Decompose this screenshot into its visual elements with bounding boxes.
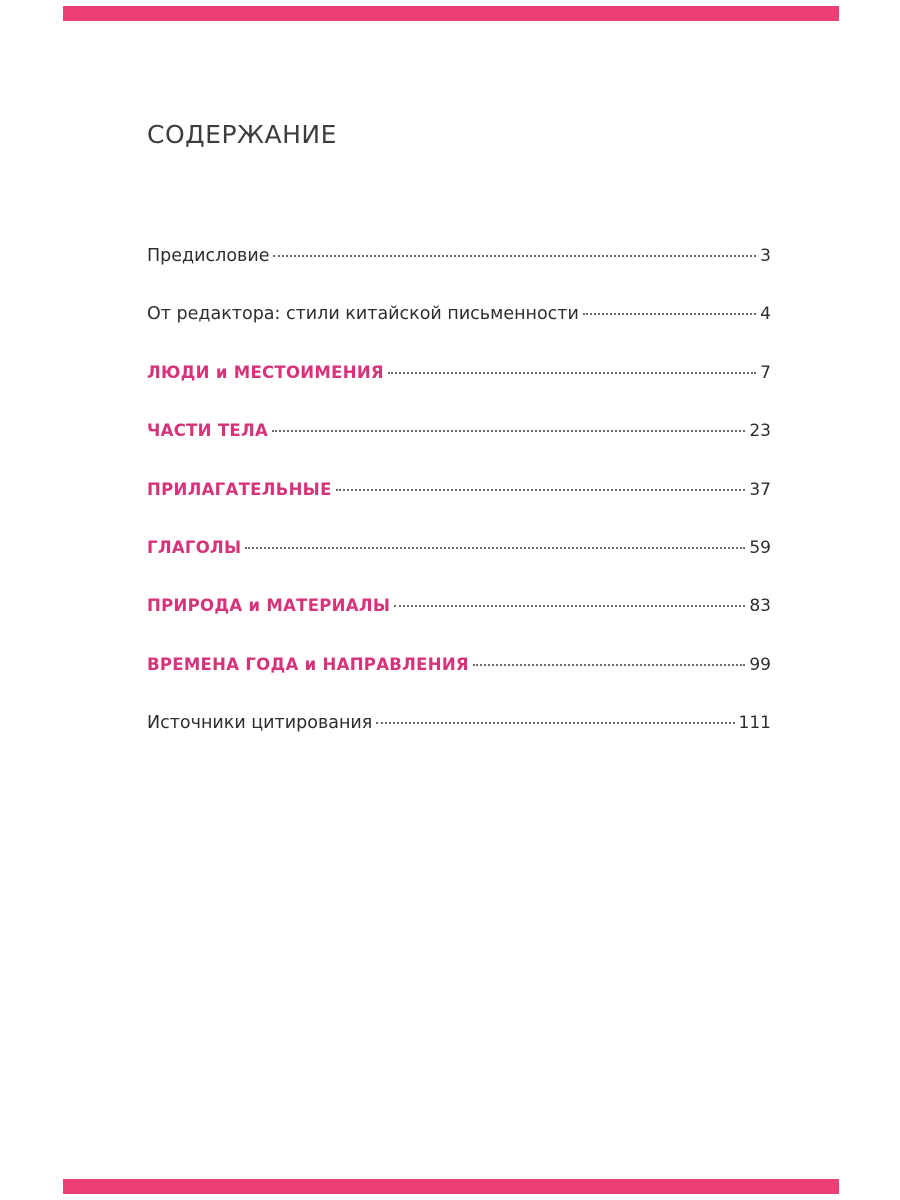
top-accent-bar — [63, 6, 839, 21]
toc-chapter-title: ПРИРОДА и МАТЕРИАЛЫ — [147, 596, 391, 616]
toc-entry — [147, 480, 771, 538]
dot-leader — [272, 430, 745, 432]
bottom-accent-bar — [63, 1179, 839, 1194]
toc-page-number: 83 — [749, 596, 771, 617]
toc-page-number: 99 — [749, 654, 771, 675]
toc-entry-title: Источники цитирования — [147, 713, 373, 734]
dot-leader — [376, 722, 734, 724]
dot-leader — [473, 664, 745, 666]
toc-entry — [147, 421, 771, 479]
toc-chapter-title: ПРИЛАГАТЕЛЬНЫЕ — [147, 479, 332, 499]
toc-entry — [147, 596, 771, 654]
toc-entry-title: От редактора: стили китайской письменности — [147, 304, 579, 325]
toc-page-number: 4 — [760, 304, 771, 325]
toc-chapter-title: ЛЮДИ и МЕСТОИМЕНИЯ — [147, 362, 384, 382]
toc-entry — [147, 304, 771, 362]
dot-leader — [394, 605, 745, 607]
page-title: СОДЕРЖАНИЕ — [147, 120, 337, 149]
book-page — [63, 6, 839, 1194]
dot-leader — [388, 372, 756, 374]
toc-page-number: 7 — [760, 362, 771, 383]
toc-page-number: 23 — [749, 421, 771, 442]
toc-chapter-title: ЧАСТИ ТЕЛА — [147, 421, 269, 441]
toc-page-number: 111 — [738, 713, 771, 734]
dot-leader — [583, 313, 756, 315]
toc-entry — [147, 246, 771, 304]
toc-page-number: 3 — [760, 246, 771, 266]
toc-entry — [147, 363, 771, 421]
toc-entry-title: Предисловие — [147, 246, 270, 266]
toc-page-number: 37 — [749, 479, 771, 500]
toc-entry — [147, 713, 771, 771]
toc-page-number: 59 — [749, 537, 771, 558]
dot-leader — [336, 489, 746, 491]
toc-chapter-title: ВРЕМЕНА ГОДА и НАПРАВЛЕНИЯ — [147, 654, 469, 674]
dot-leader — [245, 547, 745, 549]
toc-entry — [147, 655, 771, 713]
toc-chapter-title: ГЛАГОЛЫ — [147, 537, 242, 557]
toc-entry — [147, 538, 771, 596]
dot-leader — [273, 255, 756, 257]
table-of-contents — [147, 246, 771, 772]
